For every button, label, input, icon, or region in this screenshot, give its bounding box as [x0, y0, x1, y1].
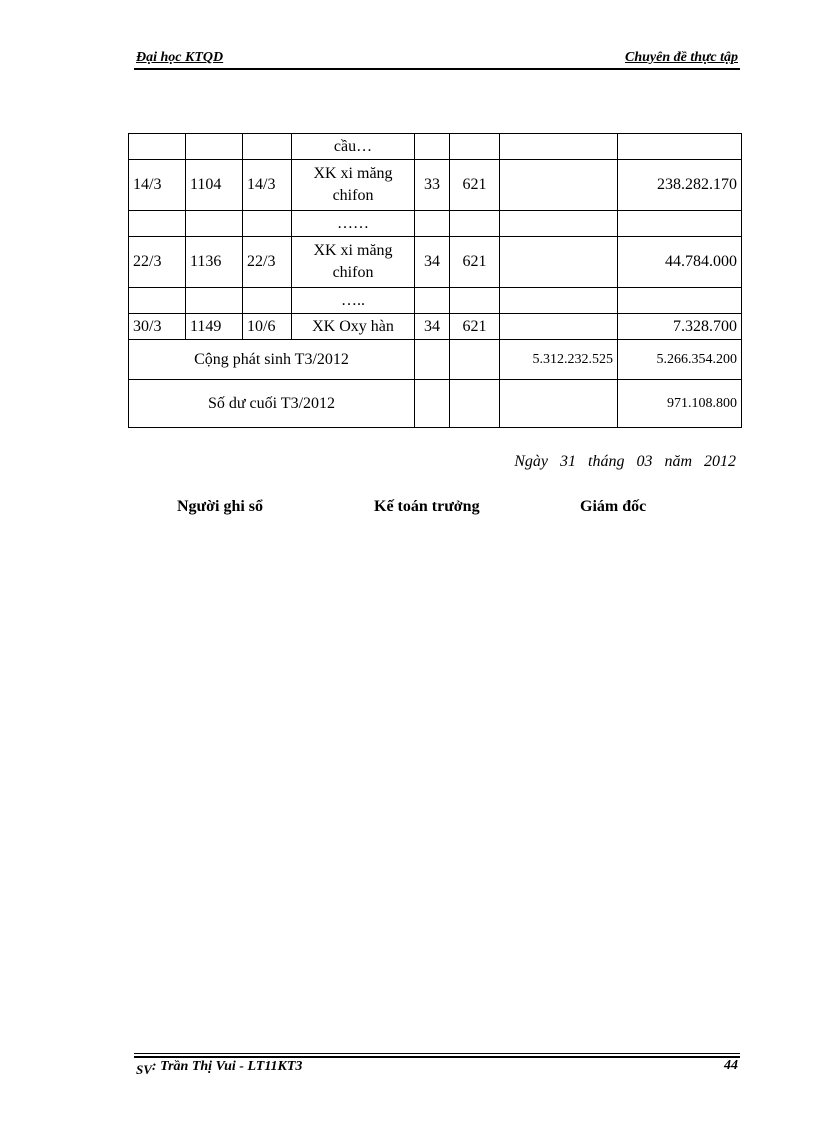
- cell-voucher-no: [186, 288, 243, 314]
- cell-description: …..: [292, 288, 415, 314]
- total-row: [129, 340, 742, 380]
- cell-credit: 7.328.700: [618, 314, 742, 340]
- cell-page: [415, 380, 450, 428]
- cell-page: [415, 288, 450, 314]
- cell-voucher-date: [243, 211, 292, 237]
- cell-account: 621: [450, 237, 500, 288]
- cell-debit: [500, 160, 618, 211]
- cell-voucher-date: 10/6: [243, 314, 292, 340]
- cell-account: [450, 211, 500, 237]
- total-debit: 5.312.232.525: [500, 340, 618, 380]
- page-number: 44: [724, 1058, 738, 1073]
- ledger-table: [128, 133, 742, 428]
- cell-account: [450, 380, 500, 428]
- cell-date: 14/3: [129, 160, 186, 211]
- signature-recorder: Người ghi sổ: [177, 498, 264, 515]
- cell-voucher-date: 14/3: [243, 160, 292, 211]
- cell-credit: 238.282.170: [618, 160, 742, 211]
- footer-student-name: : Trần Thị Vui - LT11KT3: [151, 1059, 303, 1074]
- cell-description: XK xi măng chifon: [292, 160, 415, 211]
- cell-description: XK xi măng chifon: [292, 237, 415, 288]
- cell-credit: 44.784.000: [618, 237, 742, 288]
- cell-credit: [618, 288, 742, 314]
- cell-page: [415, 134, 450, 160]
- table-row: [129, 211, 742, 237]
- cell-date: [129, 211, 186, 237]
- cell-page: 33: [415, 160, 450, 211]
- cell-date: [129, 134, 186, 160]
- cell-voucher-no: 1136: [186, 237, 243, 288]
- cell-credit: [618, 211, 742, 237]
- table-row: [129, 160, 742, 211]
- cell-voucher-no: 1104: [186, 160, 243, 211]
- cell-page: [415, 211, 450, 237]
- balance-debit: [500, 380, 618, 428]
- cell-voucher-date: [243, 134, 292, 160]
- table-row: [129, 134, 742, 160]
- cell-voucher-no: 1149: [186, 314, 243, 340]
- cell-debit: [500, 211, 618, 237]
- cell-date: 22/3: [129, 237, 186, 288]
- footer-student: [136, 1058, 302, 1075]
- cell-debit: [500, 314, 618, 340]
- header-report-title: Chuyên đề thực tập: [624, 50, 738, 65]
- cell-debit: [500, 134, 618, 160]
- total-label: Cộng phát sinh T3/2012: [129, 340, 415, 380]
- cell-account: [450, 340, 500, 380]
- balance-row: [129, 380, 742, 428]
- cell-voucher-no: [186, 134, 243, 160]
- balance-credit: 971.108.800: [618, 380, 742, 428]
- table-row: [129, 237, 742, 288]
- table-row: [129, 288, 742, 314]
- header-school: Đại học KTQD: [136, 50, 224, 65]
- date-line: Ngày 31 tháng 03 năm 2012: [514, 453, 736, 470]
- cell-debit: [500, 237, 618, 288]
- cell-description: ……: [292, 211, 415, 237]
- cell-credit: [618, 134, 742, 160]
- total-credit: 5.266.354.200: [618, 340, 742, 380]
- cell-account: [450, 134, 500, 160]
- cell-account: 621: [450, 160, 500, 211]
- cell-account: 621: [450, 314, 500, 340]
- header-rule: [134, 68, 740, 70]
- cell-account: [450, 288, 500, 314]
- cell-page: [415, 340, 450, 380]
- cell-page: 34: [415, 237, 450, 288]
- cell-date: [129, 288, 186, 314]
- cell-voucher-date: [243, 288, 292, 314]
- signature-chief-accountant: Kế toán trưởng: [374, 498, 480, 515]
- footer-rule: [134, 1053, 740, 1054]
- cell-voucher-date: 22/3: [243, 237, 292, 288]
- footer-sv-label: SV: [136, 1062, 152, 1077]
- cell-description: XK Oxy hàn: [292, 314, 415, 340]
- cell-page: 34: [415, 314, 450, 340]
- balance-label: Số dư cuối T3/2012: [129, 380, 415, 428]
- cell-debit: [500, 288, 618, 314]
- table-row: [129, 314, 742, 340]
- signature-director: Giám đốc: [580, 498, 647, 515]
- cell-date: 30/3: [129, 314, 186, 340]
- cell-voucher-no: [186, 211, 243, 237]
- cell-description: cầu…: [292, 134, 415, 160]
